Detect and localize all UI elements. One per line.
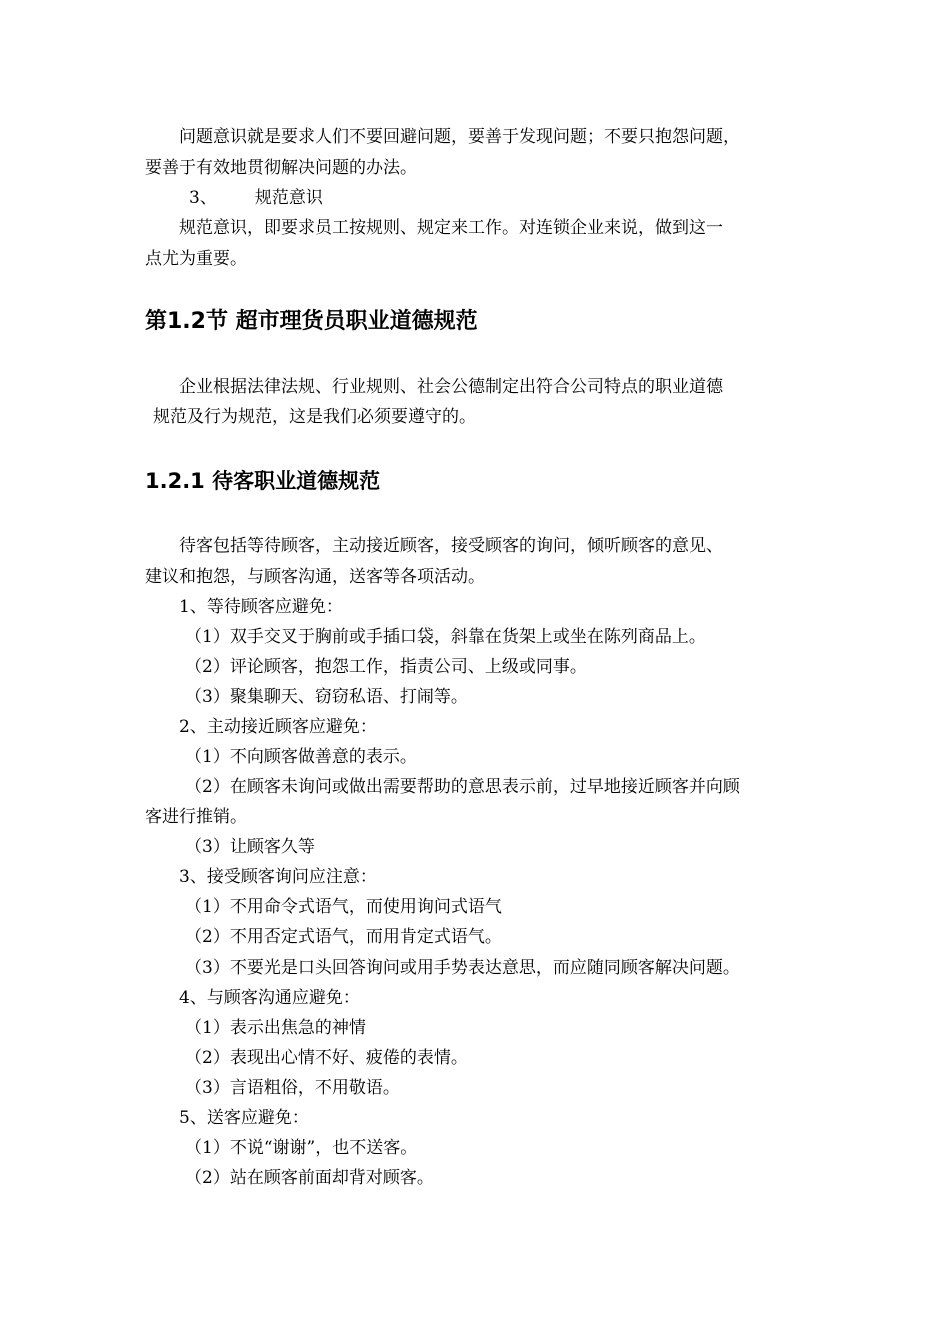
intro-paragraph-line: 问题意识就是要求人们不要回避问题，要善于发现问题；不要只抱怨问题， bbox=[179, 127, 740, 147]
list-item: 客进行推销。 bbox=[145, 807, 247, 827]
list-item: （3）让顾客久等 bbox=[185, 837, 315, 857]
list-item: （1）双手交叉于胸前或手插口袋，斜靠在货架上或坐在陈列商品上。 bbox=[185, 627, 706, 647]
list-item: （2）表现出心情不好、疲倦的表情。 bbox=[185, 1048, 468, 1068]
norm-paragraph-line: 规范意识，即要求员工按规则、规定来工作。对连锁企业来说，做到这一 bbox=[179, 218, 723, 238]
list-group-title: 4、与顾客沟通应避免： bbox=[179, 988, 360, 1008]
list-group-title: 2、主动接近顾客应避免： bbox=[179, 717, 377, 737]
list-item: （2）评论顾客，抱怨工作，指责公司、上级或同事。 bbox=[185, 657, 587, 677]
subsection-paragraph-line: 建议和抱怨，与顾客沟通，送客等各项活动。 bbox=[145, 567, 485, 587]
list-item: （1）不向顾客做善意的表示。 bbox=[185, 747, 417, 767]
norm-paragraph-line: 点尤为重要。 bbox=[145, 249, 247, 269]
list-item: （1）不说“谢谢”，也不送客。 bbox=[185, 1138, 418, 1158]
list-item: （3）言语粗俗，不用敬语。 bbox=[185, 1078, 400, 1098]
section-paragraph-line: 规范及行为规范，这是我们必须要遵守的。 bbox=[153, 407, 476, 427]
list-heading-text: 规范意识 bbox=[254, 188, 323, 208]
list-item: （2）不用否定式语气，而用肯定式语气。 bbox=[185, 927, 502, 947]
section-paragraph-line: 企业根据法律法规、行业规则、社会公德制定出符合公司特点的职业道德 bbox=[179, 377, 723, 397]
list-item: （1）表示出焦急的神情 bbox=[185, 1018, 366, 1038]
intro-paragraph-line: 要善于有效地贯彻解决问题的办法。 bbox=[145, 158, 417, 178]
subsection-paragraph-line: 待客包括等待顾客，主动接近顾客，接受顾客的询问，倾听顾客的意见、 bbox=[179, 536, 723, 556]
list-number: 3、 bbox=[189, 188, 217, 208]
list-item: （3）聚集聊天、窃窃私语、打闹等。 bbox=[185, 687, 468, 707]
section-heading: 第1.2节 超市理货员职业道德规范 bbox=[145, 309, 478, 334]
list-item: （3）不要光是口头回答询问或用手势表达意思，而应随同顾客解决问题。 bbox=[185, 958, 740, 978]
list-item: （1）不用命令式语气，而使用询问式语气 bbox=[185, 897, 502, 917]
list-item: （2）站在顾客前面却背对顾客。 bbox=[185, 1168, 434, 1188]
list-group-title: 1、等待顾客应避免： bbox=[179, 597, 343, 617]
list-group-title: 5、送客应避免： bbox=[179, 1108, 309, 1128]
list-group-title: 3、接受顾客询问应注意： bbox=[179, 867, 377, 887]
list-heading-3 bbox=[145, 187, 810, 209]
list-item: （2）在顾客未询问或做出需要帮助的意思表示前，过早地接近顾客并向顾 bbox=[185, 777, 740, 797]
subsection-heading: 1.2.1 待客职业道德规范 bbox=[145, 469, 381, 493]
